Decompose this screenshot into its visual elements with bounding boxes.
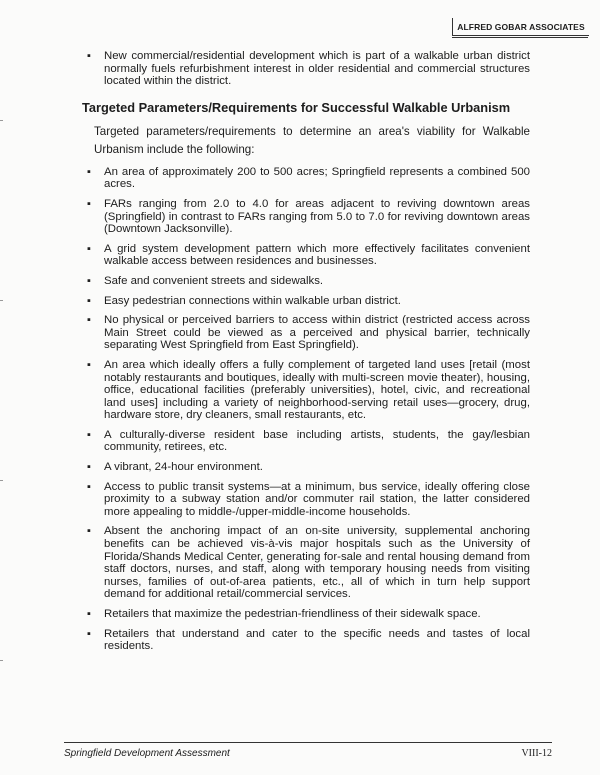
page-number: VIII-12 [521,748,552,759]
list-item: ▪ Access to public transit systems—at a minimum, bus service, ideally offering close proximity to a subway station and/or commuter rail station, the latter considered more appealing to middle-/upper-middle-income households. [82,481,530,519]
list-item: ▪ A culturally-diverse resident base including artists, students, the gay/lesbian community, retirees, etc. [82,429,530,454]
section-intro: Targeted parameters/requirements to determine an area's viability for Walkable Urbanism include the following: [94,124,530,156]
list-item: ▪ Easy pedestrian connections within walkable urban district. [82,295,530,308]
list-item: ▪ Absent the anchoring impact of an on-site university, supplemental anchoring benefits can be achieved vis-à-vis major hospitals such as the University of Florida/Shands Medical Center, generating for-sale and rental housing demand from staff doctors, nurses, and staff, along with temporary housing needs from visiting nurses, families of out-of-area patients, etc., all of which in turn help support demand for additional retail/commercial services. [82,525,530,601]
intro-bullet: ▪ New commercial/residential development which is part of a walkable urban district normally fuels refurbishment interest in older residential and commercial structures located within the district. [82,50,530,88]
section-heading: Targeted Parameters/Requirements for Successful Walkable Urbanism [82,99,511,115]
list-item: ▪ Retailers that maximize the pedestrian-friendliness of their sidewalk space. [82,608,530,621]
list-item: ▪ No physical or perceived barriers to access within district (restricted access across Main Street could be viewed as a perceived and physical barrier, technically separating West Springfield from East Springfield). [82,314,530,352]
list-item: ▪ Safe and convenient streets and sidewalks. [82,275,530,288]
list-item: ▪ An area of approximately 200 to 500 acres; Springfield represents a combined 500 acres. [82,166,530,191]
scan-edge-mark [0,480,3,481]
header-company: ALFRED GOBAR ASSOCIATES [452,18,589,36]
list-item: ▪ Retailers that understand and cater to the specific needs and tastes of local residents. [82,628,530,653]
footer-rule [64,742,552,743]
list-item: ▪ A grid system development pattern which more effectively facilitates convenient walkable access between residences and businesses. [82,243,530,268]
footer-title: Springfield Development Assessment [64,748,230,759]
scan-edge-mark [0,120,3,121]
scan-edge-mark [0,300,3,301]
list-item: ▪ FARs ranging from 2.0 to 4.0 for areas adjacent to reviving downtown areas (Springfield) in contrast to FARs ranging from 5.0 to 7.0 for reviving downtown areas (Downtown Jacksonville). [82,198,530,236]
bullet-list [82,166,530,653]
list-item: ▪ An area which ideally offers a fully complement of targeted land uses [retail (most notably restaurants and boutiques, ideally with multi-screen movie theater), housing, office, educational facilities (preferably universities), hotel, civic, and recreational land uses] including a variety of neighborhood-serving retail uses—grocery, drug, hardware store, dry cleaners, small restaurants, etc. [82,359,530,422]
scan-edge-mark [0,660,3,661]
list-item: ▪ A vibrant, 24-hour environment. [82,461,530,474]
page-body [82,50,530,660]
header-rule [452,37,588,38]
